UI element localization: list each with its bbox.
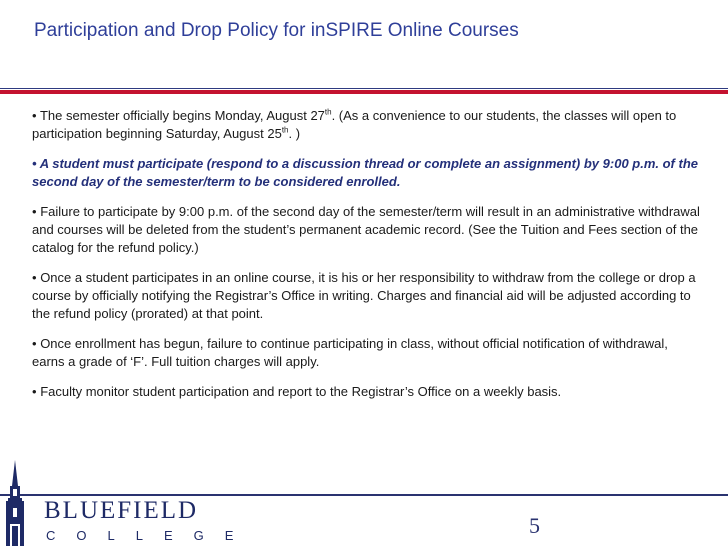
page-number: 5 [529, 513, 540, 538]
policy-text: A student must participate (respond to a discussion thread or complete an assignment) by 9:00 p.m. of the second day of the semester/term to be considered enrolled. [32, 156, 698, 189]
bullet-glyph: • [32, 336, 37, 351]
bullet-glyph: • [32, 204, 37, 219]
slide-title: Participation and Drop Policy for inSPIRE Online Courses [34, 20, 519, 41]
policy-text: Once a student participates in an online course, it is his or her responsibility to withdraw from the college or drop a course by officially notifying the Registrar’s Office in writing. Charges and financial aid will be adjusted according to the refund policy (prorated) at that point. [32, 270, 696, 321]
ordinal-suffix: th [324, 107, 332, 117]
policy-item-administrative-withdrawal [32, 203, 702, 257]
policy-text-part: The semester officially begins Monday, August 27 [39, 108, 325, 123]
policy-text: Faculty monitor student participation and report to the Registrar’s Office on a weekly basis. [40, 384, 562, 399]
policy-text: Once enrollment has begun, failure to continue participating in class, without official notification of withdrawal, earns a grade of ‘F’. Full tuition charges will apply. [32, 336, 668, 369]
footer-divider [0, 494, 728, 496]
policy-item-participation-required [32, 155, 702, 191]
policy-text-part: . (As a convenience to our students, the classes will open to participation beginning Saturday, August 25 [32, 108, 677, 141]
chapel-tower-icon [0, 460, 30, 546]
policy-text-part: . ) [288, 126, 301, 141]
header-divider-thin [0, 88, 728, 89]
bullet-glyph: • [32, 384, 37, 399]
slide-body [32, 107, 702, 413]
policy-item-failing-grade [32, 335, 702, 371]
policy-item-faculty-monitoring [32, 383, 702, 401]
ordinal-suffix: th [281, 125, 289, 135]
college-subtitle: COLLEGE [46, 528, 255, 543]
policy-item-student-withdrawal [32, 269, 702, 323]
college-wordmark: BLUEFIELD [44, 497, 199, 524]
bullet-glyph: • [32, 270, 37, 285]
header-divider-red [0, 90, 728, 94]
policy-text: Failure to participate by 9:00 p.m. of the second day of the semester/term will result in an administrative withdrawal and courses will be deleted from the student’s permanent academic record. (See the Tuition and Fees section of the catalog for the refund policy.) [32, 204, 700, 255]
bullet-glyph: • [32, 108, 37, 123]
bullet-glyph: • [32, 156, 37, 171]
policy-item-start-date [32, 107, 702, 143]
